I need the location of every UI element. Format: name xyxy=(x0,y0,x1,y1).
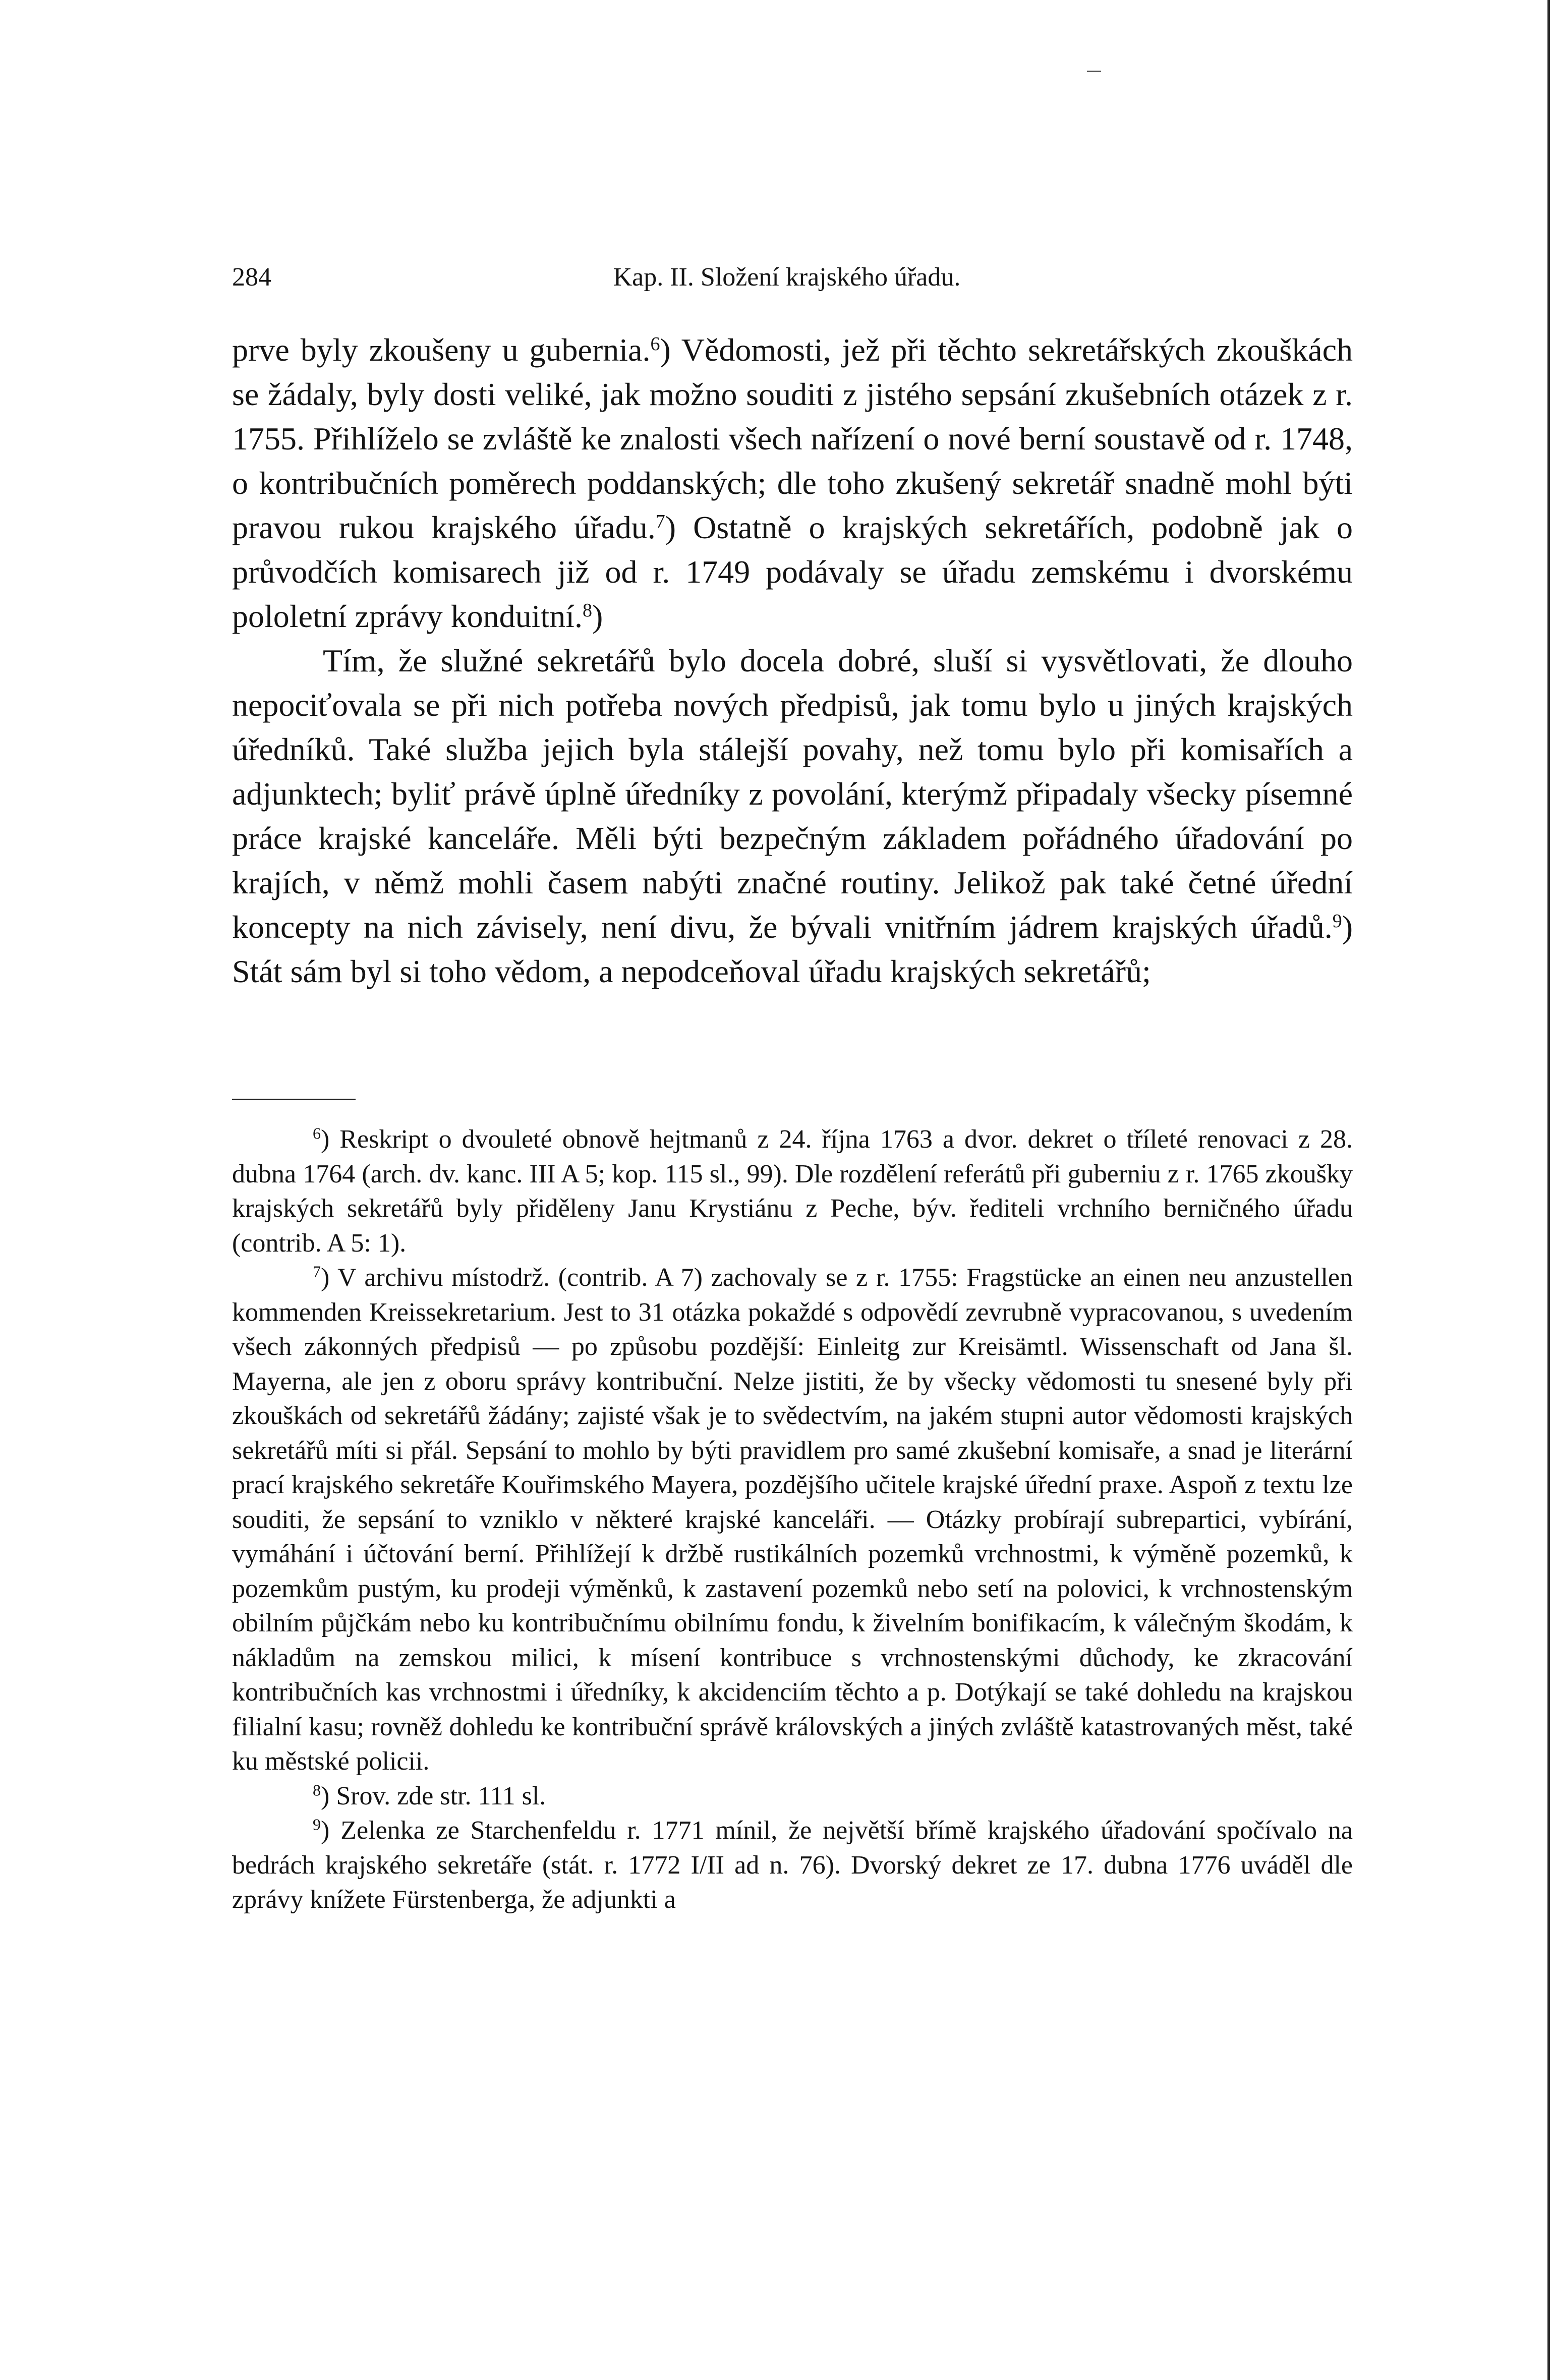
paragraph-text: ) Vědomosti, jež při těchto sekretářských zkouškách se žádaly, byly dosti veliké, jak možno souditi z jistého sepsání zkušebních otázek z r. 1755. Přihlíželo se zvláště ke znalosti všech nařízení o nové berní soustavě od r. 1748, o kontribučních poměrech poddanských; dle toho zkušený sekretář snadně mohl býti pravou rukou krajského úřadu. xyxy=(232,332,1353,545)
footnote-ref: 8 xyxy=(583,600,592,621)
footnotes xyxy=(232,1122,1353,1917)
footnote-divider xyxy=(232,1099,356,1100)
footnote-text: ) V archivu místodrž. (contrib. A 7) zachovaly se z r. 1755: Fragstücke an einen neu anzustellen kommenden Kreissekretarium. Jest to 31 otázka pokaždé s odpovědí zevrubně vypracovanou, s uvedením všech zákonných předpisů — po způsobu pozdější: Einleitg zur Kreisämtl. Wissenschaft od Jana šl. Mayerna, ale jen z oboru správy kontribuční. Nelze jistiti, že by všecky vědomosti tu snesené byly při zkouškách od sekretářů žádány; zajisté však je to svědectvím, na jakém stupni autor vědomosti krajských sekretářů míti si přál. Sepsání to mohlo by býti pravidlem pro samé zkušební komisaře, a snad je literární prací krajského sekretáře Kouřimského Mayera, pozdějšího učitele krajské úřední praxe. Aspoň z textu lze souditi, že sepsání to vzniklo v některé krajské kanceláři. — Otázky probírají subrepartici, vybírání, vymáhání i účtování berní. Přihlížejí k držbě rustikálních pozemků vrchnostmi, k výměně pozemků, k pozemkům pustým, ku prodeji výměnků, k zastavení pozemků nebo setí na polovici, k vrchnostenským obilním půjčkám nebo ku kontribučnímu obilnímu fondu, k živelním bonifikacím, k válečným škodám, k nákladům na zemskou milici, k mísení kontribuce s vrchnostenskými důchody, ke zkracování kontribučních kas vrchnostmi i úředníky, k akcidenciím těchto a p. Dotýkají se také dohledu na krajskou filialní kasu; rovněž dohledu ke kontribuční správě královských a jiných zvláště katastrovaných měst, také ku městské policii. xyxy=(232,1263,1353,1776)
chapter-title: Kap. II. Složení krajského úřadu. xyxy=(613,263,961,292)
footnote-ref: 6 xyxy=(650,333,660,355)
paragraph xyxy=(232,639,1353,994)
paragraph-text: Tím, že služné sekretářů bylo docela dobré, sluší si vysvětlovati, že dlouho nepociťovala se při nich potřeba nových předpisů, jak tomu bylo u jiných krajských úředníků. Také služba jejich byla stálejší povahy, než tomu bylo při komisařích a adjunktech; byliť právě úplně úředníky z povolání, kterýmž připadaly všecky písemné práce krajské kanceláře. Měli býti bezpečným základem pořádného úřadování po krajích, v němž mohli časem nabýti značné routiny. Jelikož pak také četné úřední koncepty na nich závisely, není divu, že bývali vnitřním jádrem krajských úřadů. xyxy=(232,643,1353,945)
page-number: 284 xyxy=(232,263,271,292)
footnote-ref: 7 xyxy=(655,511,665,533)
footnote-text: ) Srov. zde str. 111 sl. xyxy=(321,1781,546,1810)
page-edge-line xyxy=(1547,0,1550,2380)
main-text xyxy=(232,328,1353,994)
footnote-mark: 6 xyxy=(313,1124,321,1143)
footnote-mark: 9 xyxy=(313,1815,321,1834)
paragraph-text: prve byly zkoušeny u gubernia. xyxy=(232,332,651,368)
footnote-8 xyxy=(232,1779,1353,1814)
paragraph-text: ) xyxy=(592,598,603,634)
page-mark xyxy=(1087,71,1101,72)
footnote-9 xyxy=(232,1814,1353,1917)
footnote-text: ) Zelenka ze Starchenfeldu r. 1771 mínil, že největší břímě krajského úřadování spočívalo na bedrách krajského sekretáře (stát. r. 1772 I/II ad n. 76). Dvorský dekret ze 17. dubna 1776 uváděl dle zprávy knížete Fürstenberga, že adjunkti a xyxy=(232,1816,1353,1914)
paragraph-text: ) Stát sám byl si toho vědom, a nepodceňoval úřadu krajských sekretářů; xyxy=(232,909,1353,989)
footnote-text: ) Reskript o dvouleté obnově hejtmanů z 24. října 1763 a dvor. dekret o tříleté renovaci z 28. dubna 1764 (arch. dv. kanc. III A 5; kop. 115 sl., 99). Dle rozdělení referátů při guberniu z r. 1765 zkoušky krajských sekretářů byly přiděleny Janu Krystiánu z Peche, býv. řediteli vrchního berničného úřadu (contrib. A 5: 1). xyxy=(232,1125,1353,1258)
paragraph-text: ) Ostatně o krajských sekretářích, podobně jak o průvodčích komisarech již od r. 1749 podávaly se úřadu zemskému i dvorskému pololetní zprávy konduitní. xyxy=(232,509,1353,634)
footnote-6 xyxy=(232,1122,1353,1261)
running-head xyxy=(232,262,1342,303)
footnote-mark: 7 xyxy=(313,1262,321,1281)
footnote-mark: 8 xyxy=(313,1780,321,1799)
footnote-7 xyxy=(232,1261,1353,1779)
footnote-ref: 9 xyxy=(1332,911,1342,932)
paragraph xyxy=(232,328,1353,639)
